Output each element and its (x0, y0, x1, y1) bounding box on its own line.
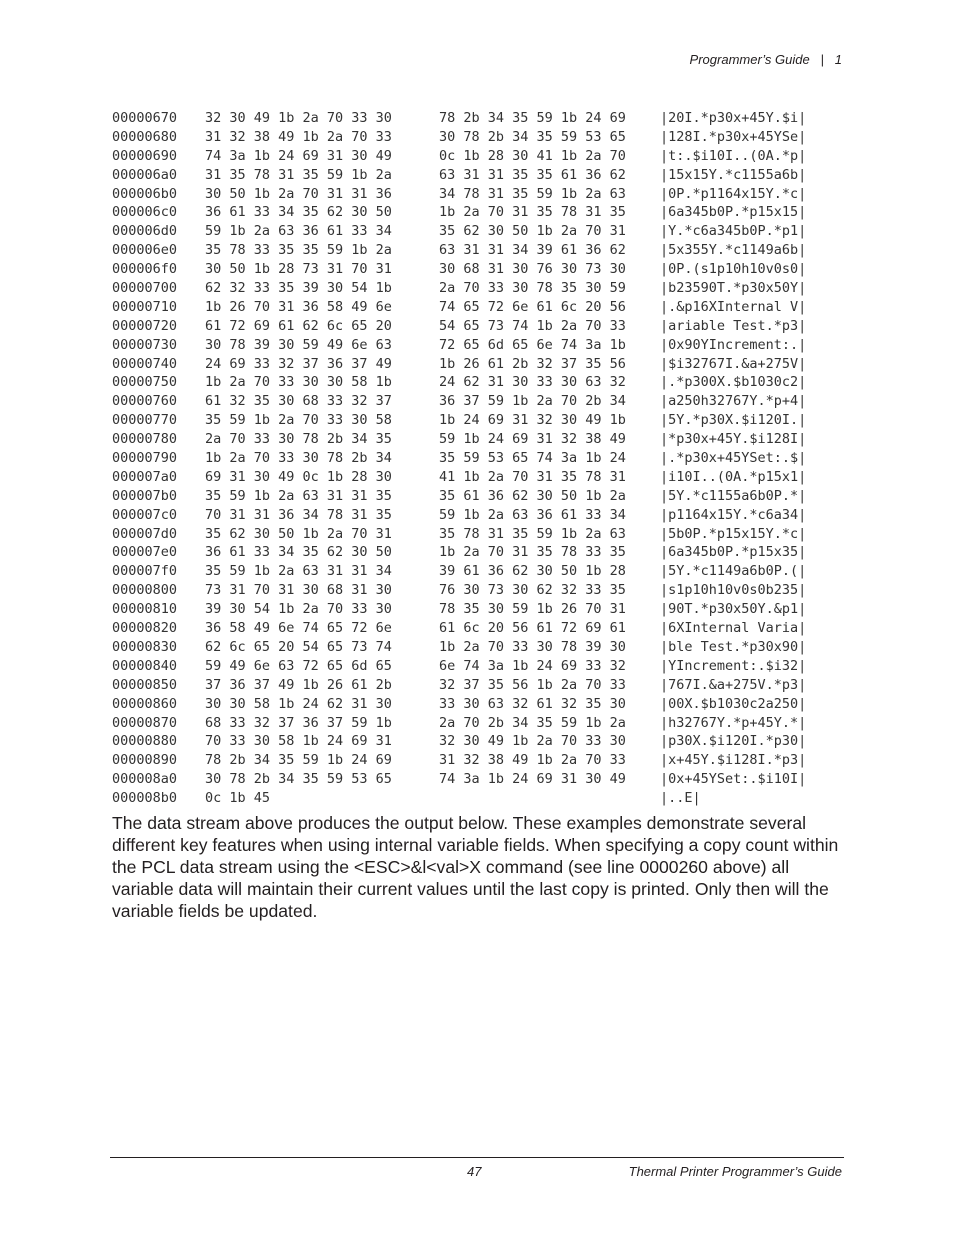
hex-ascii: |0P.*p1164x15Y.*c| (660, 185, 807, 202)
hex-ascii: |ariable Test.*p3| (660, 317, 807, 334)
hex-bytes-right: 2a 70 2b 34 35 59 1b 2a (439, 714, 626, 731)
hex-bytes-right: 35 61 36 62 30 50 1b 2a (439, 487, 626, 504)
hex-bytes-right: 76 30 73 30 62 32 33 35 (439, 582, 626, 599)
hex-ascii: |0P.(s1p10h10v0s0| (660, 261, 807, 278)
hex-bytes-left: 39 30 54 1b 2a 70 33 30 (205, 601, 392, 618)
hex-bytes-right: 30 78 2b 34 35 59 53 65 (439, 128, 626, 145)
hex-ascii: |b23590T.*p30x50Y| (660, 280, 807, 297)
hex-bytes-right: 6e 74 3a 1b 24 69 33 32 (439, 657, 626, 674)
hex-ascii: |p1164x15Y.*c6a34| (660, 506, 807, 523)
hex-bytes-right: 0c 1b 28 30 41 1b 2a 70 (439, 147, 626, 164)
hex-ascii: |90T.*p30x50Y.&p1| (660, 601, 807, 618)
hex-bytes-left: 35 59 1b 2a 63 31 31 35 (205, 487, 392, 504)
hex-ascii: |6a345b0P.*p15x15| (660, 204, 807, 221)
hex-bytes-right: 72 65 6d 65 6e 74 3a 1b (439, 336, 626, 353)
hex-bytes-right: 33 30 63 32 61 32 35 30 (439, 695, 626, 712)
hex-bytes-left: 70 33 30 58 1b 24 69 31 (205, 733, 392, 750)
hex-bytes-right: 74 65 72 6e 61 6c 20 56 (439, 298, 626, 315)
hex-bytes-right: 30 68 31 30 76 30 73 30 (439, 261, 626, 278)
hex-bytes-right: 1b 2a 70 31 35 78 31 35 (439, 204, 626, 221)
hex-offset: 00000810 (112, 601, 178, 618)
hex-bytes-right: 63 31 31 35 35 61 36 62 (439, 166, 626, 183)
hex-offset: 00000890 (112, 752, 178, 769)
hex-row (112, 714, 852, 733)
hex-bytes-left: 36 58 49 6e 74 65 72 6e (205, 620, 392, 637)
hex-row (112, 638, 852, 657)
hex-row (112, 600, 852, 619)
hex-bytes-right: 59 1b 24 69 31 32 38 49 (439, 431, 626, 448)
footer-title: Thermal Printer Programmer’s Guide (628, 1164, 842, 1179)
hex-bytes-right: 78 2b 34 35 59 1b 24 69 (439, 110, 626, 126)
hex-offset: 000008a0 (112, 771, 178, 788)
hex-bytes-right: 24 62 31 30 33 30 63 32 (439, 374, 626, 391)
hex-dump (112, 109, 852, 808)
hex-row (112, 430, 852, 449)
hex-offset: 000006f0 (112, 261, 178, 278)
hex-row (112, 392, 852, 411)
hex-bytes-right: 1b 2a 70 31 35 78 33 35 (439, 544, 626, 561)
hex-row (112, 449, 852, 468)
hex-bytes-right: 36 37 59 1b 2a 70 2b 34 (439, 393, 626, 410)
hex-ascii: |128I.*p30x+45YSe| (660, 128, 807, 145)
hex-bytes-left: 62 32 33 35 39 30 54 1b (205, 280, 392, 297)
hex-offset: 000008b0 (112, 790, 178, 807)
hex-offset: 000007d0 (112, 525, 178, 542)
hex-row (112, 581, 852, 600)
hex-bytes-left: 59 49 6e 63 72 65 6d 65 (205, 657, 392, 674)
hex-bytes-left: 70 31 31 36 34 78 31 35 (205, 506, 392, 523)
hex-offset: 000007f0 (112, 563, 178, 580)
hex-bytes-left: 37 36 37 49 1b 26 61 2b (205, 676, 392, 693)
hex-bytes-left: 36 61 33 34 35 62 30 50 (205, 204, 392, 221)
hex-bytes-right: 54 65 73 74 1b 2a 70 33 (439, 317, 626, 334)
hex-ascii: |5Y.*c1155a6b0P.*| (660, 487, 807, 504)
hex-row (112, 657, 852, 676)
hex-bytes-right: 32 37 35 56 1b 2a 70 33 (439, 676, 626, 693)
hex-bytes-left: 59 1b 2a 63 36 61 33 34 (205, 223, 392, 240)
hex-offset: 00000720 (112, 317, 178, 334)
hex-offset: 00000710 (112, 298, 178, 315)
hex-ascii: |5x355Y.*c1149a6b| (660, 242, 807, 259)
hex-bytes-right: 61 6c 20 56 61 72 69 61 (439, 620, 626, 637)
hex-offset: 000007e0 (112, 544, 178, 561)
hex-bytes-left: 30 30 58 1b 24 62 31 30 (205, 695, 392, 712)
hex-row (112, 676, 852, 695)
body-paragraph: The data stream above produces the output below. These examples demonstrate several different key features when using internal variable fields. When specifying a copy count within the PCL data stream using the <ESC>&l<val>X command (see line 0000260 above) all variable data will maintain their current values until the last copy is printed. Only then will the variable fields be updated. (112, 813, 839, 921)
hex-bytes-left: 61 72 69 61 62 6c 65 20 (205, 317, 392, 334)
hex-bytes-right: 59 1b 2a 63 36 61 33 34 (439, 506, 626, 523)
hex-ascii: |i10I..(0A.*p15x1| (660, 468, 807, 485)
hex-row (112, 222, 852, 241)
hex-bytes-left: 30 78 39 30 59 49 6e 63 (205, 336, 392, 353)
hex-row (112, 166, 852, 185)
hex-ascii: |20I.*p30x+45Y.$i| (660, 110, 807, 126)
hex-ascii: |*p30x+45Y.$i128I| (660, 431, 807, 448)
hex-ascii: |767I.&a+275V.*p3| (660, 676, 807, 693)
hex-ascii: |0x+45YSet:.$i10I| (660, 771, 807, 788)
hex-row (112, 260, 852, 279)
hex-offset: 000006c0 (112, 204, 178, 221)
hex-row (112, 695, 852, 714)
hex-bytes-left: 24 69 33 32 37 36 37 49 (205, 355, 392, 372)
hex-bytes-left: 36 61 33 34 35 62 30 50 (205, 544, 392, 561)
hex-offset: 000006d0 (112, 223, 178, 240)
hex-ascii: |0x90YIncrement:.| (660, 336, 807, 353)
hex-offset: 000006b0 (112, 185, 178, 202)
hex-offset: 00000700 (112, 280, 178, 297)
hex-offset: 00000820 (112, 620, 178, 637)
hex-ascii: |.*p30x+45YSet:.$| (660, 450, 807, 467)
hex-bytes-left: 31 35 78 31 35 59 1b 2a (205, 166, 392, 183)
hex-bytes-right: 34 78 31 35 59 1b 2a 63 (439, 185, 626, 202)
hex-row (112, 203, 852, 222)
hex-bytes-left: 62 6c 65 20 54 65 73 74 (205, 638, 392, 655)
hex-offset: 00000680 (112, 128, 178, 145)
hex-offset: 000007c0 (112, 506, 178, 523)
hex-offset: 000007b0 (112, 487, 178, 504)
hex-bytes-left: 74 3a 1b 24 69 31 30 49 (205, 147, 392, 164)
hex-ascii: |5Y.*c1149a6b0P.(| (660, 563, 807, 580)
hex-bytes-left: 1b 2a 70 33 30 30 58 1b (205, 374, 392, 391)
hex-ascii: |$i32767I.&a+275V| (660, 355, 807, 372)
hex-bytes-right: 63 31 31 34 39 61 36 62 (439, 242, 626, 259)
hex-bytes-right: 2a 70 33 30 78 35 30 59 (439, 280, 626, 297)
hex-bytes-right: 39 61 36 62 30 50 1b 28 (439, 563, 626, 580)
hex-row (112, 109, 852, 128)
hex-bytes-right: 31 32 38 49 1b 2a 70 33 (439, 752, 626, 769)
hex-bytes-right: 1b 2a 70 33 30 78 39 30 (439, 638, 626, 655)
hex-row (112, 317, 852, 336)
hex-bytes-right: 41 1b 2a 70 31 35 78 31 (439, 468, 626, 485)
hex-row (112, 487, 852, 506)
hex-ascii: |s1p10h10v0s0b235| (660, 582, 807, 599)
hex-offset: 000006e0 (112, 242, 178, 259)
hex-bytes-right: 78 35 30 59 1b 26 70 31 (439, 601, 626, 618)
hex-bytes-left: 30 78 2b 34 35 59 53 65 (205, 771, 392, 788)
hex-offset: 00000800 (112, 582, 178, 599)
hex-bytes-right (439, 789, 660, 808)
hex-offset: 00000790 (112, 450, 178, 467)
hex-ascii: |a250h32767Y.*p+4| (660, 393, 807, 410)
hex-row (112, 241, 852, 260)
hex-offset: 00000670 (112, 110, 178, 126)
hex-row (112, 619, 852, 638)
hex-bytes-left: 2a 70 33 30 78 2b 34 35 (205, 431, 392, 448)
hex-bytes-right: 35 78 31 35 59 1b 2a 63 (439, 525, 626, 542)
hex-ascii: |t:.$i10I..(0A.*p| (660, 147, 807, 164)
hex-row (112, 543, 852, 562)
hex-bytes-left: 30 50 1b 2a 70 31 31 36 (205, 185, 392, 202)
hex-bytes-right: 1b 26 61 2b 32 37 35 56 (439, 355, 626, 372)
hex-row (112, 789, 852, 808)
hex-offset: 00000880 (112, 733, 178, 750)
hex-row (112, 770, 852, 789)
hex-bytes-left: 32 30 49 1b 2a 70 33 30 (205, 110, 392, 126)
hex-bytes-left: 30 50 1b 28 73 31 70 31 (205, 261, 392, 278)
hex-bytes-right: 35 62 30 50 1b 2a 70 31 (439, 223, 626, 240)
hex-row (112, 128, 852, 147)
hex-ascii: |.&p16XInternal V| (660, 298, 807, 315)
hex-bytes-left: 61 32 35 30 68 33 32 37 (205, 393, 392, 410)
hex-row (112, 147, 852, 166)
hex-ascii: |ble Test.*p30x90| (660, 638, 807, 655)
hex-row (112, 525, 852, 544)
hex-ascii: |5b0P.*p15x15Y.*c| (660, 525, 807, 542)
hex-bytes-left: 69 31 30 49 0c 1b 28 30 (205, 468, 392, 485)
hex-row (112, 732, 852, 751)
hex-ascii: |15x15Y.*c1155a6b| (660, 166, 807, 183)
hex-offset: 00000780 (112, 431, 178, 448)
hex-bytes-right: 74 3a 1b 24 69 31 30 49 (439, 771, 626, 788)
hex-bytes-right: 32 30 49 1b 2a 70 33 30 (439, 733, 626, 750)
hex-ascii: |00X.$b1030c2a250| (660, 695, 807, 712)
hex-offset: 00000860 (112, 695, 178, 712)
hex-ascii: |p30X.$i120I.*p30| (660, 733, 807, 750)
hex-offset: 00000690 (112, 147, 178, 164)
hex-bytes-left: 31 32 38 49 1b 2a 70 33 (205, 128, 392, 145)
running-header: Programmer’s Guide | 1 (689, 52, 842, 67)
hex-ascii: |6a345b0P.*p15x35| (660, 544, 807, 561)
hex-offset: 00000740 (112, 355, 178, 372)
hex-ascii: |6XInternal Varia| (660, 620, 807, 637)
hex-ascii: |YIncrement:.$i32| (660, 657, 807, 674)
hex-offset: 00000870 (112, 714, 178, 731)
hex-offset: 00000760 (112, 393, 178, 410)
hex-row (112, 411, 852, 430)
hex-offset: 00000840 (112, 657, 178, 674)
hex-ascii: |x+45Y.$i128I.*p3| (660, 752, 807, 769)
footer-divider (110, 1157, 844, 1158)
hex-bytes-left: 35 59 1b 2a 70 33 30 58 (205, 412, 392, 429)
hex-row (112, 562, 852, 581)
hex-bytes-right: 1b 24 69 31 32 30 49 1b (439, 412, 626, 429)
hex-bytes-left: 35 59 1b 2a 63 31 31 34 (205, 563, 392, 580)
hex-bytes-left: 78 2b 34 35 59 1b 24 69 (205, 752, 392, 769)
hex-ascii: |h32767Y.*p+45Y.*| (660, 714, 807, 731)
page-number: 47 (467, 1164, 482, 1179)
hex-row (112, 468, 852, 487)
hex-offset: 000007a0 (112, 468, 178, 485)
hex-bytes-left: 0c 1b 45 (205, 790, 271, 807)
hex-bytes-left: 35 78 33 35 35 59 1b 2a (205, 242, 392, 259)
hex-row (112, 336, 852, 355)
hex-offset: 00000750 (112, 374, 178, 391)
hex-bytes-left: 68 33 32 37 36 37 59 1b (205, 714, 392, 731)
hex-offset: 00000850 (112, 676, 178, 693)
hex-offset: 00000830 (112, 638, 178, 655)
hex-offset: 00000770 (112, 412, 178, 429)
hex-offset: 000006a0 (112, 166, 178, 183)
hex-bytes-left: 1b 26 70 31 36 58 49 6e (205, 298, 392, 315)
hex-row (112, 751, 852, 770)
hex-bytes-right: 35 59 53 65 74 3a 1b 24 (439, 450, 626, 467)
hex-row (112, 355, 852, 374)
hex-bytes-left: 35 62 30 50 1b 2a 70 31 (205, 525, 392, 542)
hex-bytes-left: 73 31 70 31 30 68 31 30 (205, 582, 392, 599)
hex-row (112, 373, 852, 392)
hex-ascii: |.*p300X.$b1030c2| (660, 374, 807, 391)
hex-ascii: |..E| (660, 790, 701, 807)
hex-row (112, 279, 852, 298)
hex-offset: 00000730 (112, 336, 178, 353)
hex-ascii: |5Y.*p30X.$i120I.| (660, 412, 807, 429)
hex-row (112, 506, 852, 525)
hex-row (112, 298, 852, 317)
hex-ascii: |Y.*c6a345b0P.*p1| (660, 223, 807, 240)
hex-bytes-left: 1b 2a 70 33 30 78 2b 34 (205, 450, 392, 467)
hex-row (112, 185, 852, 204)
